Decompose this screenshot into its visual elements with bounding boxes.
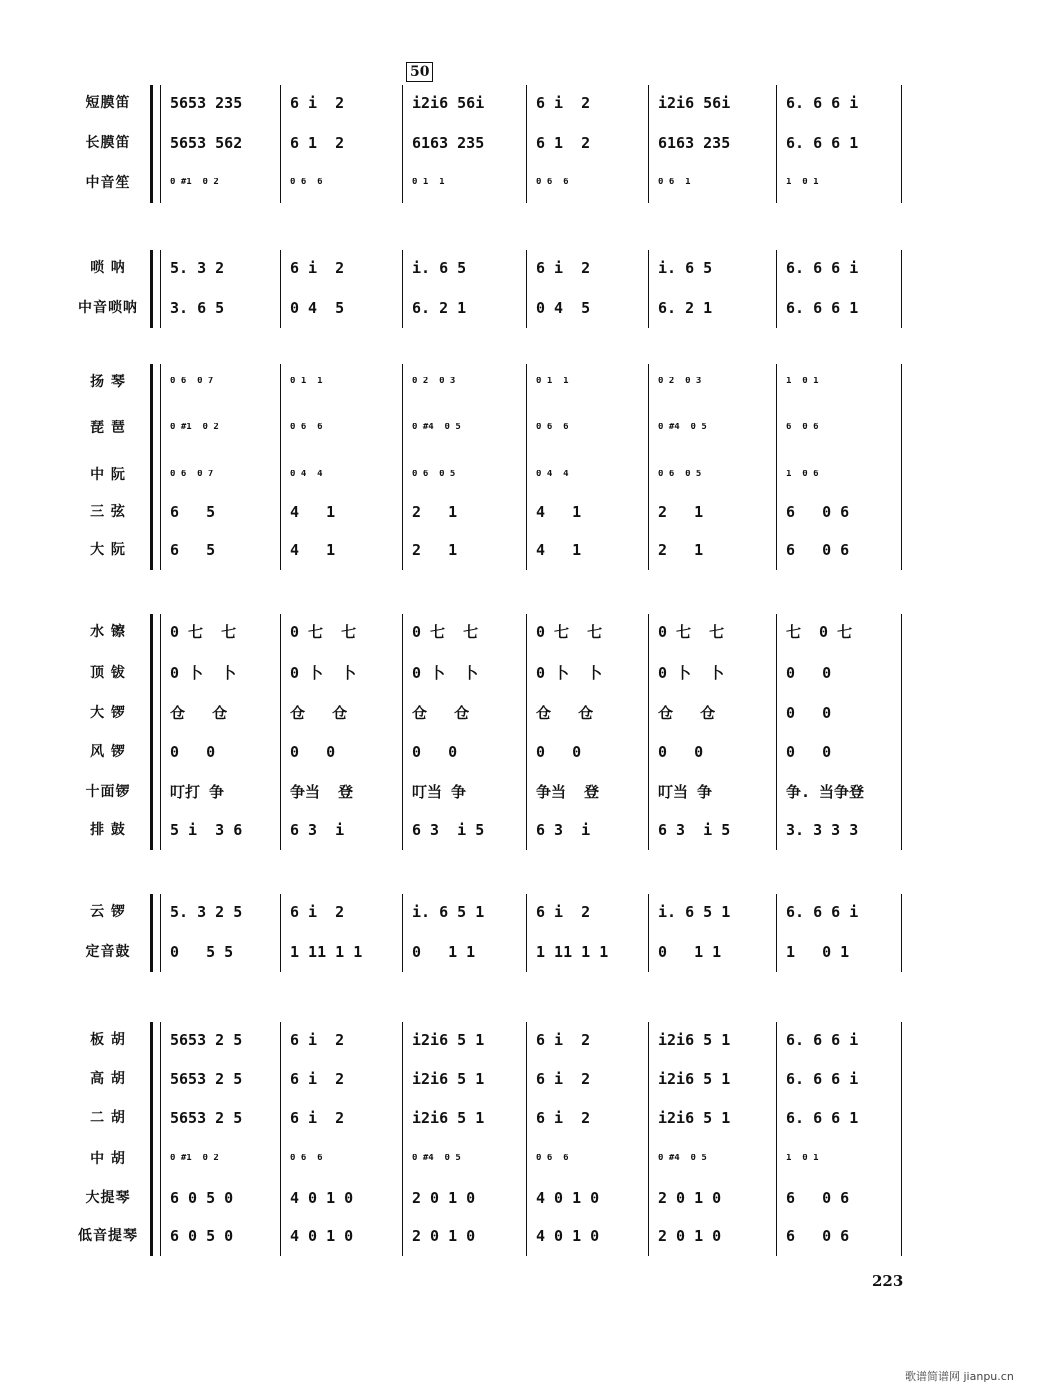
measure-cell: 0 6 6: [290, 423, 323, 432]
measure-cell: 0 #1 0 2: [170, 1154, 219, 1163]
measure-cell: 0 0: [170, 744, 216, 760]
group-brace: [150, 614, 153, 850]
measure-cell: 仓 仓: [290, 705, 348, 721]
measure-cell: 仓 仓: [170, 705, 228, 721]
barline: [280, 250, 281, 328]
watermark: 歌谱简谱网 jianpu.cn: [905, 1370, 1014, 1383]
measure-cell: 0 6 0 7: [170, 470, 214, 479]
measure-cell: 0 0: [658, 744, 704, 760]
barline: [526, 894, 527, 972]
measure-cell: 0 1 1: [290, 377, 323, 386]
barline: [526, 250, 527, 328]
instrument-label: 大 锣: [90, 705, 126, 721]
measure-cell: 0 七 七: [658, 624, 725, 640]
measure-cell: 6. 6 6 i: [786, 95, 859, 111]
barline: [402, 85, 403, 203]
measure-cell: 4 0 1 0: [536, 1190, 600, 1206]
measure-cell: 6 0 6: [786, 504, 850, 520]
group-brace: [150, 250, 153, 328]
measure-cell: i2i6 5 1: [412, 1071, 485, 1087]
measure-cell: 0 七 七: [536, 624, 603, 640]
measure-cell: 0 4 4: [290, 470, 323, 479]
barline: [526, 85, 527, 203]
measure-cell: 0 #1 0 2: [170, 178, 219, 187]
instrument-label: 扬 琴: [90, 374, 126, 390]
measure-cell: 争. 当争登: [786, 784, 865, 800]
measure-cell: 叮当 争: [658, 784, 713, 800]
measure-cell: 0 6 6: [536, 423, 569, 432]
measure-cell: 1 0 1: [786, 944, 850, 960]
barline: [160, 894, 161, 972]
measure-cell: 仓 仓: [412, 705, 470, 721]
barline: [160, 85, 161, 203]
measure-cell: 2 0 1 0: [658, 1228, 722, 1244]
measure-cell: 0 6 6: [536, 178, 569, 187]
measure-cell: 1 0 6: [786, 470, 819, 479]
barline: [402, 894, 403, 972]
measure-cell: 0 0: [536, 744, 582, 760]
measure-cell: 6 0 6: [786, 542, 850, 558]
measure-cell: 0 4 5: [290, 300, 345, 316]
measure-cell: 6 i 2: [536, 1071, 591, 1087]
measure-cell: 6 1 2: [290, 135, 345, 151]
instrument-label: 云 锣: [90, 904, 126, 920]
measure-cell: 4 0 1 0: [290, 1228, 354, 1244]
measure-cell: 0 0: [412, 744, 458, 760]
measure-cell: 6 0 6: [786, 423, 819, 432]
barline: [526, 1022, 527, 1256]
barline: [160, 250, 161, 328]
measure-cell: 2 0 1 0: [658, 1190, 722, 1206]
measure-cell: 仓 仓: [536, 705, 594, 721]
instrument-label: 中音唢呐: [78, 300, 138, 316]
measure-cell: 2 1: [412, 542, 458, 558]
measure-cell: 5653 2 5: [170, 1110, 243, 1126]
measure-cell: i2i6 56i: [658, 95, 731, 111]
measure-cell: 1 0 1: [786, 178, 819, 187]
measure-cell: 6 i 2: [536, 1032, 591, 1048]
measure-cell: 4 0 1 0: [290, 1190, 354, 1206]
measure-cell: i2i6 5 1: [658, 1071, 731, 1087]
barline: [776, 250, 777, 328]
measure-cell: 0 七 七: [290, 624, 357, 640]
barline: [402, 250, 403, 328]
barline: [648, 894, 649, 972]
instrument-label: 唢 呐: [90, 260, 126, 276]
measure-cell: 6 i 2: [536, 904, 591, 920]
barline: [776, 85, 777, 203]
measure-cell: 6 1 2: [536, 135, 591, 151]
barline: [901, 1022, 902, 1256]
barline: [901, 894, 902, 972]
barline: [901, 614, 902, 850]
measure-cell: 6. 6 6 i: [786, 904, 859, 920]
instrument-label: 中 胡: [90, 1151, 126, 1167]
measure-cell: 3. 3 3 3: [786, 822, 859, 838]
measure-cell: 6 5: [170, 542, 216, 558]
instrument-label: 顶 钹: [90, 665, 126, 681]
instrument-label: 中音笙: [85, 175, 131, 191]
barline: [402, 364, 403, 570]
barline: [648, 250, 649, 328]
measure-cell: 6 i 2: [290, 1110, 345, 1126]
measure-cell: 0 0: [786, 705, 832, 721]
measure-cell: 仓 仓: [658, 705, 716, 721]
measure-cell: 5. 3 2 5: [170, 904, 243, 920]
measure-cell: 0 5 5: [170, 944, 234, 960]
instrument-label: 排 鼓: [90, 822, 126, 838]
measure-cell: 0 #1 0 2: [170, 423, 219, 432]
group-brace: [150, 1022, 153, 1256]
measure-cell: 4 0 1 0: [536, 1228, 600, 1244]
measure-cell: 七 0 七: [786, 624, 853, 640]
measure-cell: 0 卜 卜: [412, 665, 479, 681]
measure-cell: 0 0: [786, 744, 832, 760]
barline: [648, 1022, 649, 1256]
measure-cell: 0 6 0 7: [170, 377, 214, 386]
measure-cell: i. 6 5 1: [412, 904, 485, 920]
measure-cell: 5653 2 5: [170, 1071, 243, 1087]
measure-cell: 4 1: [290, 504, 336, 520]
measure-cell: 0 七 七: [412, 624, 479, 640]
barline: [526, 364, 527, 570]
barline: [280, 894, 281, 972]
barline: [776, 614, 777, 850]
measure-cell: 0 1 1: [412, 944, 476, 960]
measure-cell: i2i6 5 1: [658, 1032, 731, 1048]
measure-cell: 0 七 七: [170, 624, 237, 640]
measure-cell: 6 5: [170, 504, 216, 520]
barline: [160, 364, 161, 570]
instrument-label: 中 阮: [90, 467, 126, 483]
measure-cell: i. 6 5 1: [658, 904, 731, 920]
instrument-label: 短膜笛: [85, 95, 131, 111]
instrument-label: 二 胡: [90, 1110, 126, 1126]
measure-cell: 1 0 1: [786, 1154, 819, 1163]
measure-cell: 0 2 0 3: [658, 377, 702, 386]
measure-cell: 6. 6 6 i: [786, 1032, 859, 1048]
measure-cell: 0 2 0 3: [412, 377, 456, 386]
instrument-label: 大 阮: [90, 542, 126, 558]
measure-cell: 6. 6 6 1: [786, 1110, 859, 1126]
measure-cell: i2i6 5 1: [412, 1110, 485, 1126]
measure-cell: 2 0 1 0: [412, 1190, 476, 1206]
measure-cell: 5 i 3 6: [170, 822, 243, 838]
measure-cell: 6 i 2: [290, 904, 345, 920]
measure-cell: 0 #4 0 5: [412, 423, 461, 432]
measure-cell: 6 0 5 0: [170, 1228, 234, 1244]
instrument-label: 大提琴: [85, 1190, 131, 1206]
measure-cell: 0 卜 卜: [536, 665, 603, 681]
barline: [280, 364, 281, 570]
barline: [160, 1022, 161, 1256]
measure-cell: 叮打 争: [170, 784, 225, 800]
measure-cell: 6 0 6: [786, 1228, 850, 1244]
instrument-label: 低音提琴: [78, 1228, 138, 1244]
instrument-label: 板 胡: [90, 1032, 126, 1048]
measure-cell: 0 6 6: [536, 1154, 569, 1163]
barline: [648, 85, 649, 203]
measure-cell: 6. 2 1: [412, 300, 467, 316]
measure-cell: 0 6 6: [290, 1154, 323, 1163]
instrument-label: 三 弦: [90, 504, 126, 520]
measure-cell: 6 3 i 5: [412, 822, 485, 838]
measure-cell: 6 3 i: [290, 822, 345, 838]
measure-cell: 0 0: [786, 665, 832, 681]
measure-cell: 0 6 1: [658, 178, 691, 187]
group-brace: [150, 85, 153, 203]
measure-cell: 0 1 1: [536, 377, 569, 386]
measure-cell: 4 1: [290, 542, 336, 558]
barline: [402, 614, 403, 850]
measure-cell: 4 1: [536, 504, 582, 520]
measure-cell: 6. 6 6 1: [786, 135, 859, 151]
measure-cell: 6 i 2: [290, 1071, 345, 1087]
instrument-label: 水 镲: [90, 624, 126, 640]
measure-cell: 6 i 2: [536, 1110, 591, 1126]
measure-cell: 6. 6 6 i: [786, 260, 859, 276]
rehearsal-mark: 50: [406, 62, 433, 82]
measure-cell: 0 6 6: [290, 178, 323, 187]
measure-cell: 6 3 i: [536, 822, 591, 838]
measure-cell: i2i6 5 1: [658, 1110, 731, 1126]
measure-cell: 1 11 1 1: [536, 944, 609, 960]
measure-cell: 6. 6 6 i: [786, 1071, 859, 1087]
measure-cell: 0 6 0 5: [658, 470, 702, 479]
barline: [776, 364, 777, 570]
measure-cell: 4 1: [536, 542, 582, 558]
measure-cell: 0 6 0 5: [412, 470, 456, 479]
measure-cell: i. 6 5: [658, 260, 713, 276]
instrument-label: 定音鼓: [85, 944, 131, 960]
measure-cell: 6 3 i 5: [658, 822, 731, 838]
measure-cell: 0 #4 0 5: [658, 423, 707, 432]
measure-cell: 6. 2 1: [658, 300, 713, 316]
measure-cell: 0 卜 卜: [170, 665, 237, 681]
barline: [402, 1022, 403, 1256]
measure-cell: 0 4 5: [536, 300, 591, 316]
measure-cell: 6163 235: [412, 135, 485, 151]
barline: [776, 894, 777, 972]
measure-cell: 争当 登: [536, 784, 600, 800]
measure-cell: 6. 6 6 1: [786, 300, 859, 316]
measure-cell: 0 #4 0 5: [412, 1154, 461, 1163]
measure-cell: 6163 235: [658, 135, 731, 151]
barline: [526, 614, 527, 850]
barline: [901, 85, 902, 203]
measure-cell: 2 0 1 0: [412, 1228, 476, 1244]
barline: [648, 364, 649, 570]
measure-cell: 1 11 1 1: [290, 944, 363, 960]
barline: [901, 364, 902, 570]
barline: [776, 1022, 777, 1256]
instrument-label: 十面锣: [85, 784, 131, 800]
measure-cell: 争当 登: [290, 784, 354, 800]
measure-cell: 5653 235: [170, 95, 243, 111]
measure-cell: 6 i 2: [536, 260, 591, 276]
measure-cell: 5653 2 5: [170, 1032, 243, 1048]
measure-cell: 6 i 2: [290, 95, 345, 111]
measure-cell: 1 0 1: [786, 377, 819, 386]
instrument-label: 长膜笛: [85, 135, 131, 151]
measure-cell: i. 6 5: [412, 260, 467, 276]
instrument-label: 高 胡: [90, 1071, 126, 1087]
measure-cell: 2 1: [658, 542, 704, 558]
measure-cell: 0 卜 卜: [658, 665, 725, 681]
measure-cell: 0 1 1: [658, 944, 722, 960]
group-brace: [150, 364, 153, 570]
instrument-label: 琵 琶: [90, 420, 126, 436]
measure-cell: 0 #4 0 5: [658, 1154, 707, 1163]
barline: [280, 1022, 281, 1256]
measure-cell: 0 0: [290, 744, 336, 760]
measure-cell: i2i6 5 1: [412, 1032, 485, 1048]
measure-cell: 5. 3 2: [170, 260, 225, 276]
measure-cell: i2i6 56i: [412, 95, 485, 111]
measure-cell: 3. 6 5: [170, 300, 225, 316]
instrument-label: 风 锣: [90, 744, 126, 760]
page-number: 223: [872, 1272, 904, 1290]
measure-cell: 0 卜 卜: [290, 665, 357, 681]
barline: [901, 250, 902, 328]
measure-cell: 叮当 争: [412, 784, 467, 800]
barline: [648, 614, 649, 850]
measure-cell: 2 1: [658, 504, 704, 520]
measure-cell: 5653 562: [170, 135, 243, 151]
measure-cell: 2 1: [412, 504, 458, 520]
measure-cell: 6 0 5 0: [170, 1190, 234, 1206]
measure-cell: 0 1 1: [412, 178, 445, 187]
measure-cell: 6 0 6: [786, 1190, 850, 1206]
measure-cell: 6 i 2: [290, 260, 345, 276]
barline: [280, 614, 281, 850]
measure-cell: 6 i 2: [290, 1032, 345, 1048]
barline: [280, 85, 281, 203]
measure-cell: 0 4 4: [536, 470, 569, 479]
barline: [160, 614, 161, 850]
measure-cell: 6 i 2: [536, 95, 591, 111]
group-brace: [150, 894, 153, 972]
